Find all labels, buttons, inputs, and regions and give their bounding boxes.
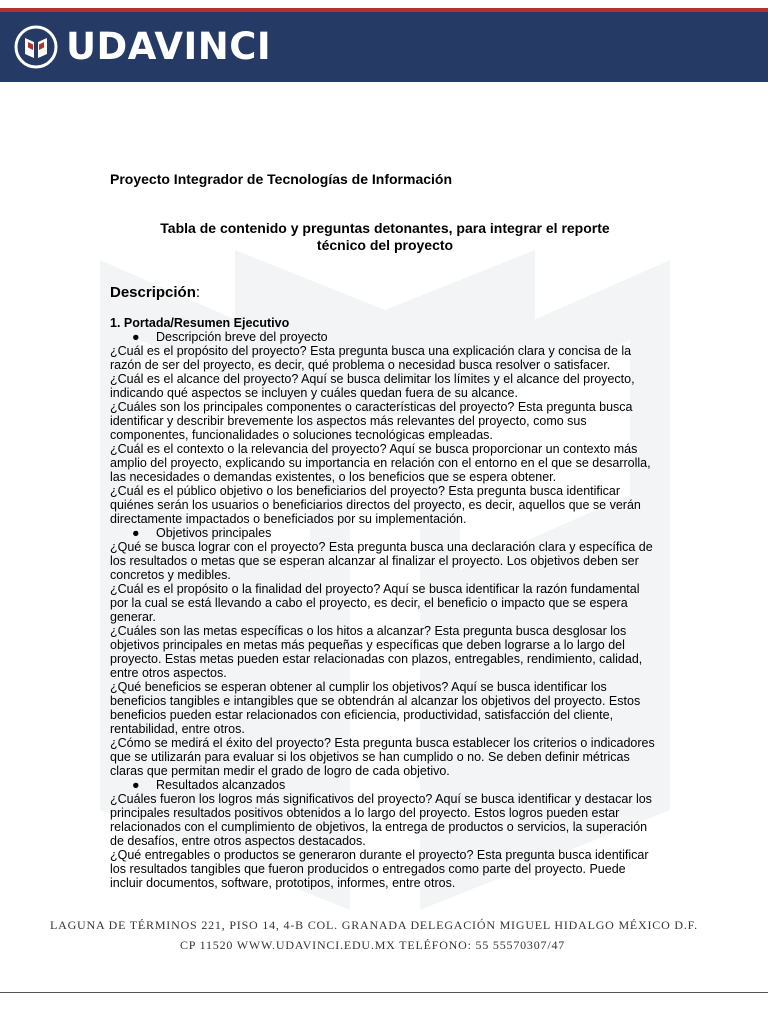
footer-address: LAGUNA DE TÉRMINOS 221, PISO 14, 4-B COL. GRANADA DELEGACIÓN MIGUEL HIDALGO MÉXICO D.F. <box>50 918 698 932</box>
question-paragraph: ¿Qué beneficios se esperan obtener al cumplir los objetivos? Aquí se busca identificar los beneficios tangibles e intangibles que se obtendrán al alcanzar los objetivos del proyecto. Estos beneficios pueden estar relacionados con eficiencia, productividad, satisfacción del cliente, rentabilidad, entre otros. <box>110 680 641 736</box>
description-heading-colon: : <box>195 284 201 301</box>
bullet-text: Resultados alcanzados <box>156 778 286 792</box>
description-heading-text: Descripción <box>110 284 196 301</box>
question-paragraph: ¿Qué entregables o productos se generaron durante el proyecto? Esta pregunta busca identificar los resultados tangibles que fueron producidos o entregados como parte del proyecto. Puede incluir documentos, software, prototipos, informes, entre otros. <box>110 848 649 890</box>
question-paragraph: ¿Qué se busca lograr con el proyecto? Esta pregunta busca una declaración clara y específica de los resultados o metas que se esperan alcanzar al finalizar el proyecto. Los objetivos deben ser concretos y medibles. <box>110 540 653 582</box>
toc-title: Tabla de contenido y preguntas detonantes, para integrar el reporte técnico del proyecto <box>160 220 610 253</box>
document-body <box>110 170 660 890</box>
question-paragraph: ¿Cuál es el contexto o la relevancia del proyecto? Aquí se busca proporcionar un contexto más amplio del proyecto, explicando su importancia en relación con el entorno en el que se desarrolla, las necesidades o demandas existentes, o los beneficios que se espera obtener. <box>110 442 651 484</box>
description-heading <box>110 284 660 302</box>
bullet-dot-icon: ● <box>132 330 140 344</box>
question-paragraph: ¿Cómo se medirá el éxito del proyecto? Esta pregunta busca establecer los criterios o indicadores que se utilizarán para evaluar si los objetivos se han cumplido o no. Se deben definir métricas claras que permitan medir el grado de logro de cada objetivo. <box>110 736 655 778</box>
question-paragraph: ¿Cuáles son los principales componentes o características del proyecto? Esta pregunta busca identificar y describir brevemente los aspectos más relevantes del proyecto, como sus componentes, funcionalidades o soluciones tecnológicas empleadas. <box>110 400 633 442</box>
question-paragraph: ¿Cuál es el alcance del proyecto? Aquí se busca delimitar los límites y el alcance del proyecto, indicando qué aspectos se incluyen y cuáles quedan fuera de su alcance. <box>110 372 635 400</box>
bullet-item <box>110 526 660 540</box>
bullet-item <box>110 330 660 344</box>
bullet-dot-icon: ● <box>132 526 140 540</box>
bullet-item <box>110 778 660 792</box>
bullet-text: Descripción breve del proyecto <box>156 330 328 344</box>
bottom-rule <box>0 992 768 993</box>
question-paragraph: ¿Cuál es el público objetivo o los beneficiarios del proyecto? Esta pregunta busca identificar quiénes serán los usuarios o beneficiarios directos del proyecto, es decir, aquellos que se verán directamente impactados o beneficiados por su implementación. <box>110 484 641 526</box>
question-paragraph: ¿Cuáles fueron los logros más significativos del proyecto? Aquí se busca identificar y destacar los principales resultados positivos obtenidos a lo largo del proyecto. Estos logros pueden estar relacionados con el cumplimiento de objetivos, la entrega de productos o servicios, la superación de desafíos, entre otros aspectos destacados. <box>110 792 652 848</box>
udavinci-seal-icon <box>14 25 58 69</box>
question-paragraph: ¿Cuál es el propósito o la finalidad del proyecto? Aquí se busca identificar la razón fundamental por la cual se está llevando a cabo el proyecto, es decir, el beneficio o impacto que se espera generar. <box>110 582 640 624</box>
footer-contact: CP 11520 WWW.UDAVINCI.EDU.MX TELÉFONO: 55 55570307/47 <box>180 938 566 952</box>
question-paragraph: ¿Cuáles son las metas específicas o los hitos a alcanzar? Esta pregunta busca desglosar los objetivos principales en metas más pequeñas y específicas que deben lograrse a lo largo del proyecto. Estas metas pueden estar relacionadas con plazos, entregables, rendimiento, calidad, entre otros aspectos. <box>110 624 643 680</box>
brand-name: UDAVINCI <box>66 25 272 68</box>
question-paragraph: ¿Cuál es el propósito del proyecto? Esta pregunta busca una explicación clara y concisa de la razón de ser del proyecto, es decir, qué problema o necesidad busca resolver o satisfacer. <box>110 344 632 372</box>
bullet-text: Objetivos principales <box>156 526 272 540</box>
section-heading: 1. Portada/Resumen Ejecutivo <box>110 316 290 330</box>
bullet-dot-icon: ● <box>132 778 140 792</box>
project-title: Proyecto Integrador de Tecnologías de Información <box>110 171 453 187</box>
header-band <box>0 12 768 82</box>
